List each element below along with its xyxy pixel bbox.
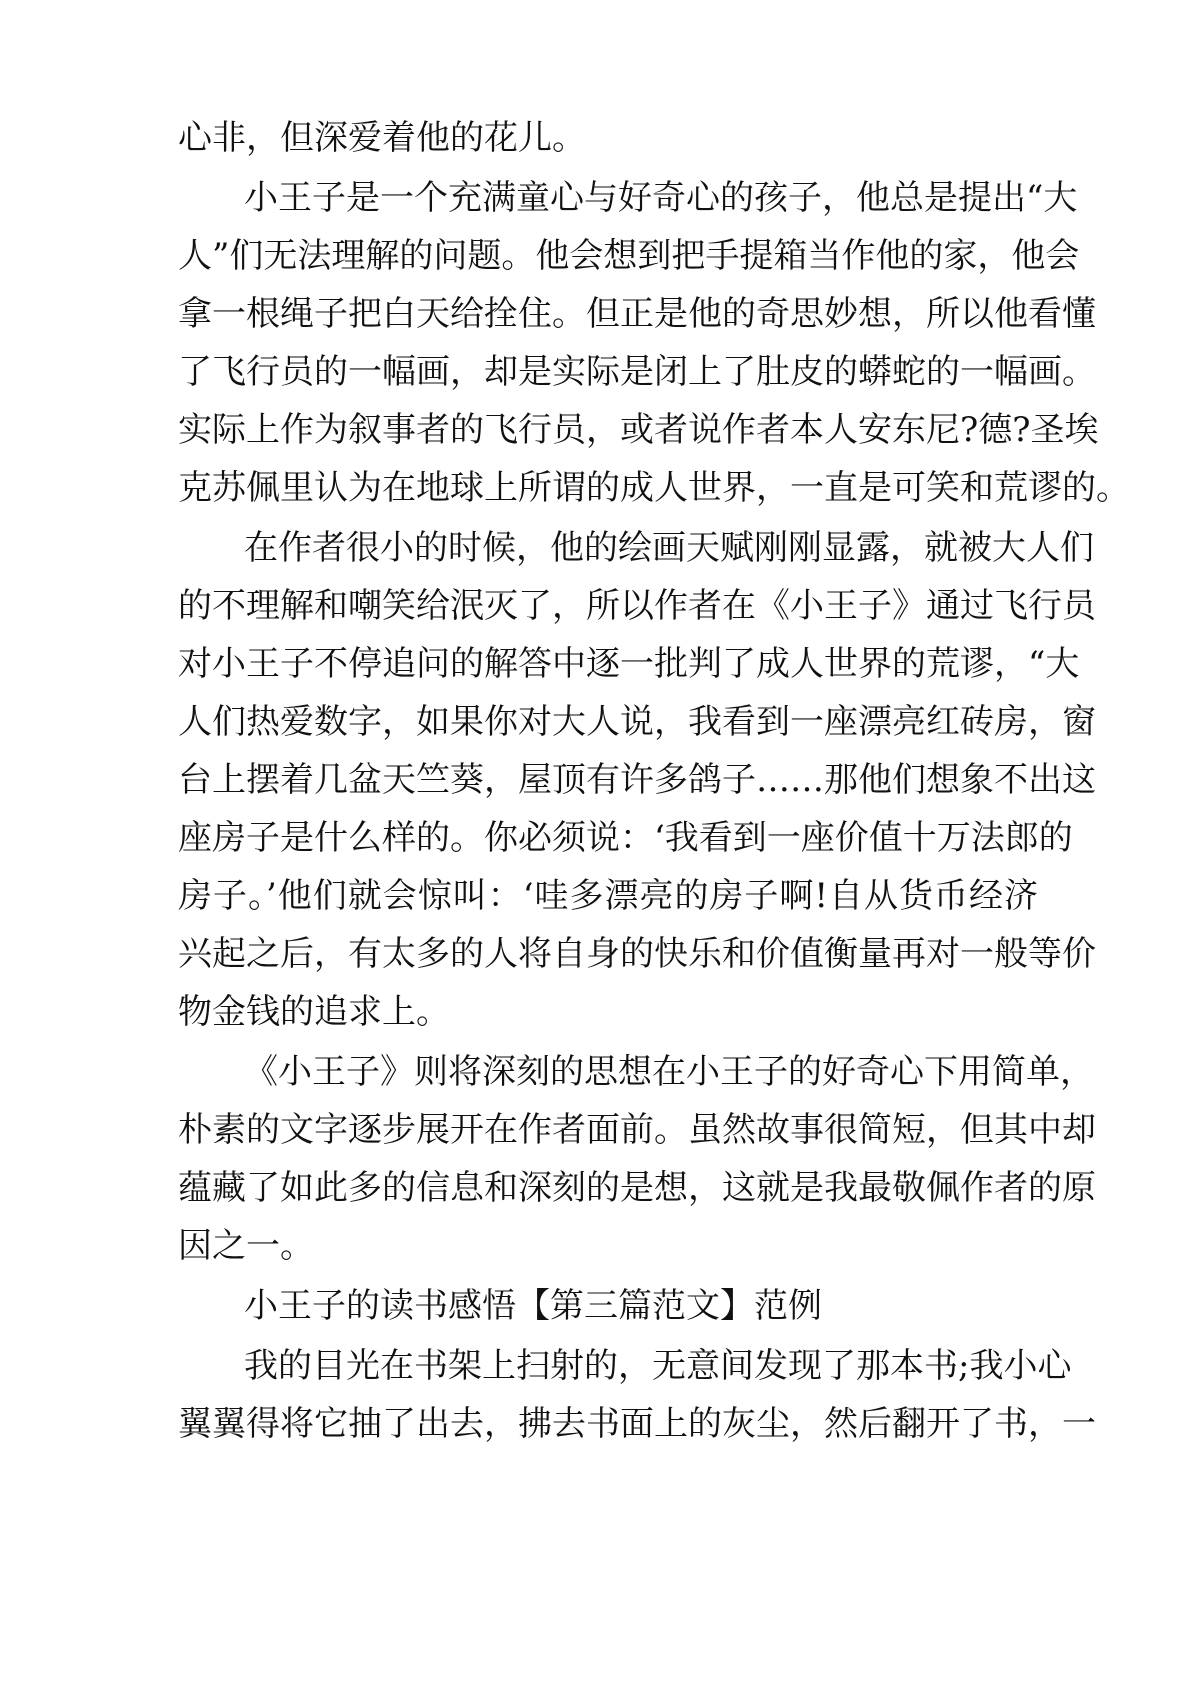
- section-heading: 小王子的读书感悟【第三篇范文】范例: [244, 1286, 822, 1326]
- paragraph-start-line: 小王子是一个充满童心与好奇心的孩子，他总是提出“大: [244, 178, 1078, 218]
- text-line: 人”们无法理解的问题。他会想到把手提箱当作他的家，他会: [178, 236, 1080, 276]
- text-line: 拿一根绳子把白天给拴住。但正是他的奇思妙想，所以他看懂: [178, 294, 1096, 334]
- text-line: 房子。’他们就会惊叫：‘哇多漂亮的房子啊!自从货币经济: [178, 876, 1038, 916]
- text-line: 的不理解和嘲笑给泯灭了，所以作者在《小王子》通过飞行员: [178, 586, 1096, 626]
- text-line: 朴素的文字逐步展开在作者面前。虽然故事很简短，但其中却: [178, 1110, 1096, 1150]
- paragraph-start-line: 我的目光在书架上扫射的，无意间发现了那本书;我小心: [244, 1346, 1072, 1386]
- text-line: 对小王子不停追问的解答中逐一批判了成人世界的荒谬，“大: [178, 644, 1080, 684]
- paragraph-start-line: 在作者很小的时候，他的绘画天赋刚刚显露，就被大人们: [244, 528, 1094, 568]
- text-line: 心非，但深爱着他的花儿。: [178, 118, 586, 158]
- text-line: 克苏佩里认为在地球上所谓的成人世界，一直是可笑和荒谬的。: [178, 468, 1130, 508]
- text-line: 台上摆着几盆天竺葵，屋顶有许多鸽子……那他们想象不出这: [178, 760, 1096, 800]
- text-line: 实际上作为叙事者的飞行员，或者说作者本人安东尼?德?圣埃: [178, 410, 1099, 450]
- paragraph-start-line: 《小王子》则将深刻的思想在小王子的好奇心下用简单，: [244, 1052, 1094, 1092]
- text-line: 了飞行员的一幅画，却是实际是闭上了肚皮的蟒蛇的一幅画。: [178, 352, 1096, 392]
- text-line: 翼翼得将它抽了出去，拂去书面上的灰尘，然后翻开了书，一: [178, 1404, 1096, 1444]
- text-line: 座房子是什么样的。你必须说：‘我看到一座价值十万法郎的: [178, 818, 1073, 858]
- text-line: 兴起之后，有太多的人将自身的快乐和价值衡量再对一般等价: [178, 934, 1096, 974]
- text-line: 蕴藏了如此多的信息和深刻的是想，这就是我最敬佩作者的原: [178, 1168, 1096, 1208]
- text-line: 人们热爱数字，如果你对大人说，我看到一座漂亮红砖房，窗: [178, 702, 1096, 742]
- text-line: 因之一。: [178, 1226, 314, 1266]
- text-line: 物金钱的追求上。: [178, 992, 450, 1032]
